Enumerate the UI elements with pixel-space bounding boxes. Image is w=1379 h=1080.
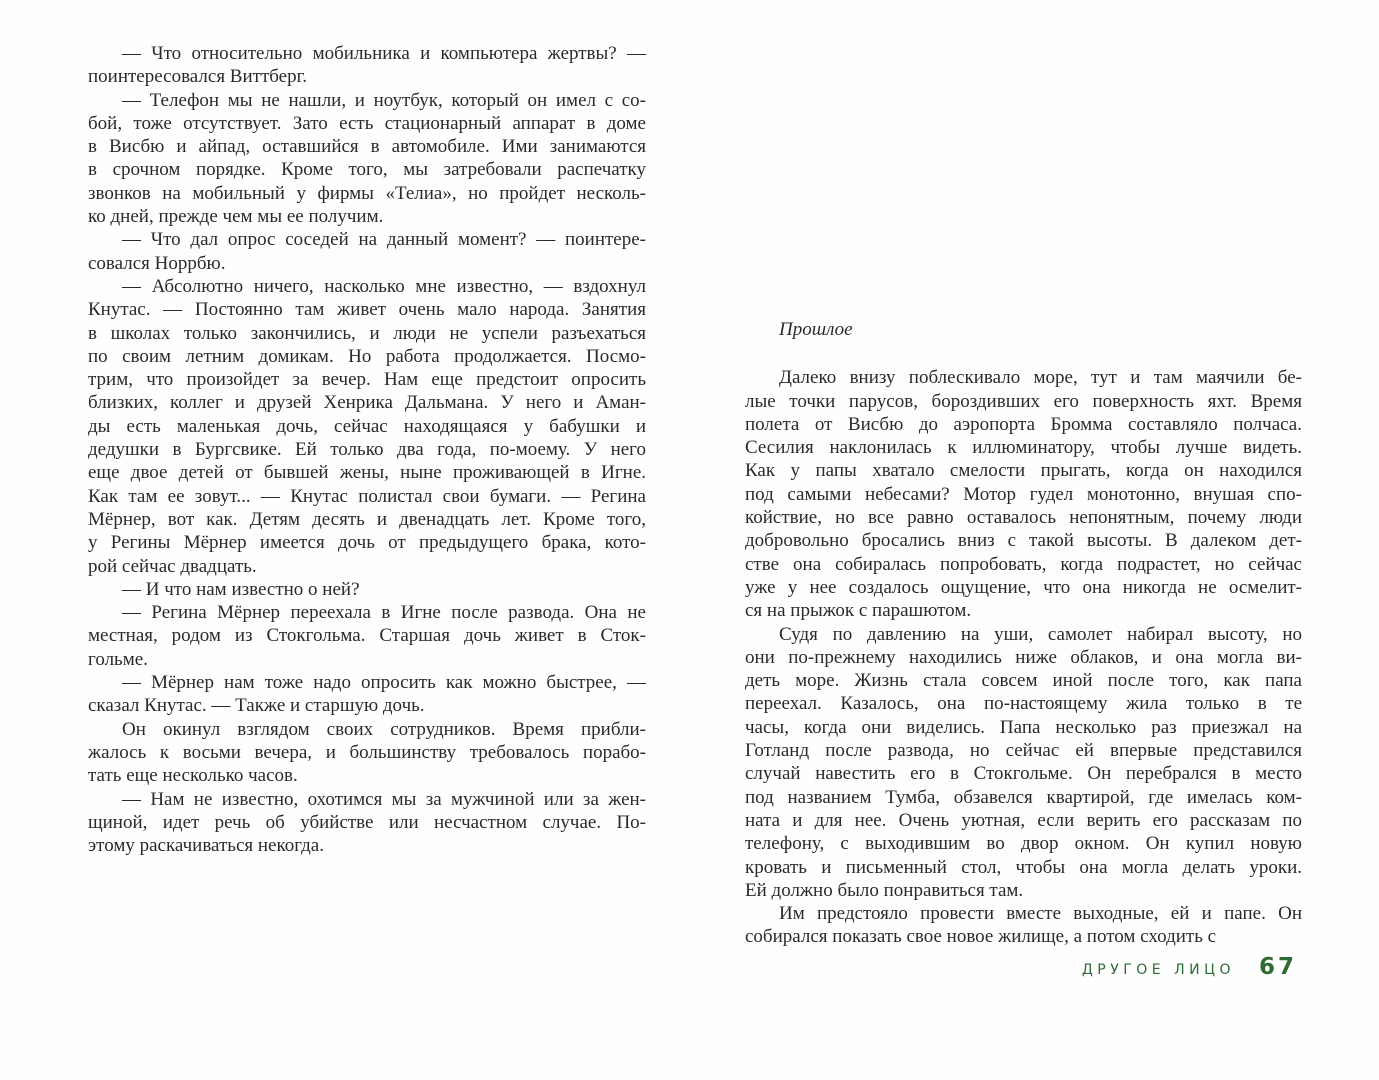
text-line: Он окинул взглядом своих сотрудников. Время прибли- bbox=[122, 718, 646, 740]
text-line: полета от Висбю до аэропорта Бромма составляло полчаса. bbox=[745, 413, 1302, 435]
text-line: Готланд после развода, но сейчас ей впервые представился bbox=[745, 740, 1302, 762]
text-line: под самыми небесами? Мотор гудел монотонно, внушая спо- bbox=[745, 483, 1302, 505]
text-line: совался Норрбю. bbox=[88, 252, 226, 274]
text-line: — Телефон мы не нашли, и ноутбук, который он имел с со- bbox=[122, 89, 646, 111]
text-line: в срочном порядке. Кроме того, мы затребовали распечатку bbox=[88, 159, 646, 181]
paragraph bbox=[88, 578, 646, 601]
text-line: гольме. bbox=[88, 648, 148, 670]
text-line: Им предстояло провести вместе выходные, ей и папе. Он bbox=[779, 903, 1302, 925]
text-line: Ей должно было понравиться там. bbox=[745, 879, 1024, 901]
left-page-text-column bbox=[88, 42, 646, 857]
text-line: уже у нее создалось ощущение, что она никогда не осмелит- bbox=[745, 576, 1302, 598]
text-line: Как у папы хватало смелости прыгать, когда он находился bbox=[745, 460, 1302, 482]
text-line: собирался показать свое новое жилище, а потом сходить с bbox=[745, 926, 1217, 948]
text-line: близких, коллег и друзей Хенрика Дальмана. У него и Аман- bbox=[88, 392, 646, 414]
paragraph bbox=[88, 671, 646, 718]
text-line: этому раскачиваться некогда. bbox=[88, 835, 324, 857]
text-line: койствие, но все равно оставалось непонятным, почему люди bbox=[745, 507, 1302, 529]
text-line: трим, что произойдет за вечер. Нам еще предстоит опросить bbox=[88, 369, 646, 391]
text-line: переехал. Казалось, она по-настоящему жила только в те bbox=[745, 693, 1302, 715]
text-line: Как там ее зовут... — Кнутас полистал свои бумаги. — Регина bbox=[88, 485, 646, 507]
text-line: рой сейчас двадцать. bbox=[88, 555, 257, 577]
text-line: часы, когда они виделись. Папа несколько раз приезжал на bbox=[745, 716, 1302, 738]
text-line: случай навестить его в Стокгольме. Он перебрался в место bbox=[745, 763, 1302, 785]
text-line: звонков на мобильный у фирмы «Телиа», но пройдет несколь- bbox=[88, 182, 646, 204]
paragraph bbox=[88, 89, 646, 229]
paragraph bbox=[745, 623, 1302, 903]
paragraph bbox=[745, 902, 1302, 949]
text-line: жалось к восьми вечера, и большинству требовалось порабо- bbox=[88, 741, 646, 763]
text-line: местная, родом из Стокгольма. Старшая дочь живет в Сток- bbox=[88, 625, 646, 647]
text-line: под названием Тумба, обзавелся квартирой, где имелась ком- bbox=[745, 786, 1302, 808]
right-page-paragraphs bbox=[745, 366, 1302, 948]
text-line: тать еще несколько часов. bbox=[88, 765, 298, 787]
text-line: добровольно бросались вниз с такой высоты. В далеком дет- bbox=[745, 530, 1302, 552]
paragraph bbox=[88, 228, 646, 275]
right-page-text-column bbox=[745, 318, 1302, 949]
text-line: Судя по давлению на уши, самолет набирал высоту, но bbox=[779, 623, 1302, 645]
text-line: сказал Кнутас. — Также и старшую дочь. bbox=[88, 695, 425, 717]
text-line: бой, тоже отсутствует. Зато есть стационарный аппарат в доме bbox=[88, 112, 646, 134]
text-line: кровать и письменный стол, чтобы она могла делать уроки. bbox=[745, 856, 1302, 878]
page-footer bbox=[1082, 954, 1297, 980]
text-line: поинтересовался Виттберг. bbox=[88, 66, 308, 88]
text-line: ко дней, прежде чем мы ее получим. bbox=[88, 206, 384, 228]
text-line: — Абсолютно ничего, насколько мне известно, — вздохнул bbox=[122, 275, 646, 297]
text-line: лые точки парусов, бороздивших его поверхность яхт. Время bbox=[745, 390, 1302, 412]
paragraph bbox=[88, 718, 646, 788]
text-line: ды есть маленькая дочь, сейчас находящаяся у бабушки и bbox=[88, 415, 646, 437]
text-line: стве она собиралась попробовать, когда подрастет, но сейчас bbox=[745, 553, 1302, 575]
text-line: — Что относительно мобильника и компьютера жертвы? — bbox=[122, 43, 646, 64]
text-line: — Регина Мёрнер переехала в Игне после развода. Она не bbox=[122, 602, 646, 624]
paragraph bbox=[88, 275, 646, 578]
text-line: — Мёрнер нам тоже надо опросить как можно быстрее, — bbox=[122, 672, 646, 694]
text-line: Кнутас. — Постоянно там живет очень мало народа. Занятия bbox=[88, 299, 646, 321]
text-line: — Что дал опрос соседей на данный момент? — поинтере- bbox=[122, 229, 646, 251]
text-line: — И что нам известно о ней? bbox=[122, 578, 360, 600]
paragraph bbox=[88, 42, 646, 89]
text-line: в школах только закончились, и люди не успели разъехаться bbox=[88, 322, 646, 344]
paragraph bbox=[88, 601, 646, 671]
text-line: они по-прежнему находились ниже облаков, и она могла ви- bbox=[745, 646, 1302, 668]
text-line: еще двое детей от бывшей жены, ныне проживающей в Игне. bbox=[88, 462, 646, 484]
paragraph bbox=[88, 788, 646, 858]
text-line: Сесилия наклонилась к иллюминатору, чтобы лучше видеть. bbox=[745, 437, 1302, 459]
text-line: ся на прыжок с парашютом. bbox=[745, 600, 972, 622]
text-line: по своим летним домикам. Но работа продолжается. Посмо- bbox=[88, 345, 646, 367]
text-line: Далеко внизу поблескивало море, тут и там маячили бе- bbox=[779, 367, 1302, 389]
paragraph bbox=[745, 366, 1302, 622]
text-line: в Висбю и айпад, оставшийся в автомобиле. Ими занимаются bbox=[88, 136, 646, 158]
text-line: — Нам не известно, охотимся мы за мужчиной или за жен- bbox=[122, 788, 646, 810]
text-line: ната и для нее. Очень уютная, если верить его рассказам по bbox=[745, 809, 1302, 831]
text-line: деть море. Жизнь стала совсем иной после того, как папа bbox=[745, 670, 1302, 692]
text-line: дедушки в Бургсвике. Ей только два года, по-моему. У него bbox=[88, 439, 646, 461]
page-number: 67 bbox=[1258, 954, 1297, 980]
text-line: щиной, идет речь об убийстве или несчастном случае. По- bbox=[88, 811, 646, 833]
running-title: ДРУГОЕ ЛИЦО bbox=[1081, 962, 1235, 978]
text-line: телефону, с выходившим во двор окном. Он купил новую bbox=[745, 833, 1302, 855]
section-heading: Прошлое bbox=[779, 319, 853, 340]
text-line: у Регины Мёрнер имеется дочь от предыдущего брака, кото- bbox=[88, 532, 646, 554]
text-line: Мёрнер, вот как. Детям десять и двенадцать лет. Кроме того, bbox=[88, 508, 646, 530]
